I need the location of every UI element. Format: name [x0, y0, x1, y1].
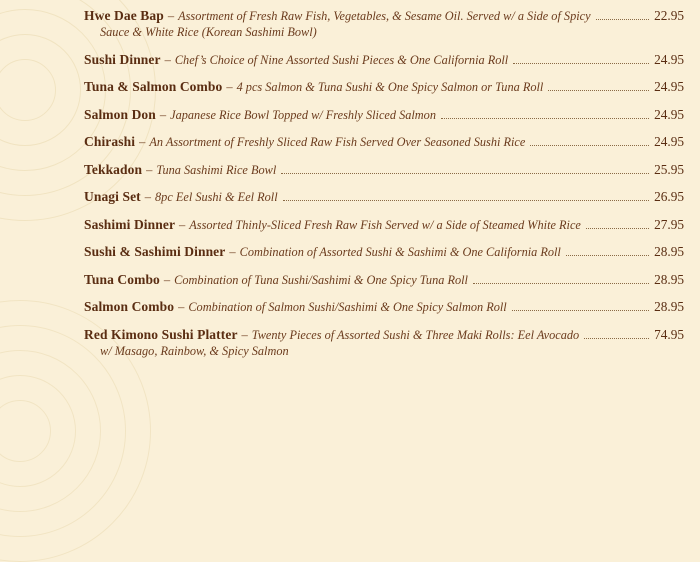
menu-item: [84, 8, 684, 40]
leader-dots: [512, 310, 649, 311]
leader-dots: [586, 228, 649, 229]
menu-item-line: [84, 79, 684, 95]
menu-item-price: 24.95: [654, 51, 684, 67]
menu-item-separator: –: [167, 9, 175, 23]
menu-item-description: Combination of Salmon Sushi/Sashimi & One Spicy Salmon Roll: [188, 300, 507, 314]
menu-item-separator: –: [144, 190, 152, 204]
leader-dots: [281, 173, 649, 174]
menu-item-line: [84, 189, 684, 205]
menu-item-line: [84, 272, 684, 288]
leader-dots: [584, 338, 649, 339]
menu-item-name: Tuna & Salmon Combo: [84, 79, 223, 94]
leader-dots: [566, 255, 649, 256]
menu-item-separator: –: [179, 217, 186, 232]
menu-item-line: [84, 327, 684, 343]
menu-item-price: 22.95: [654, 8, 684, 23]
menu-item-separator: –: [146, 162, 153, 177]
leader-dots: [283, 200, 649, 201]
menu-item-description: Combination of Assorted Sushi & Sashimi & One California Roll: [239, 245, 561, 259]
menu-item-name: Salmon Combo: [84, 299, 175, 314]
menu-item-price: 28.95: [654, 299, 684, 314]
leader-dots: [441, 118, 649, 119]
menu-item-name: Tekkadon: [84, 161, 143, 177]
menu-item: [84, 134, 684, 150]
menu-item-name: Salmon Don: [84, 106, 156, 122]
menu-item-price: 24.95: [654, 134, 684, 149]
menu-item-separator: –: [164, 52, 171, 67]
menu-item-line: [84, 8, 684, 24]
menu-item-line: [84, 52, 684, 68]
menu-item-name: Chirashi: [84, 134, 136, 149]
menu-item-price: 28.95: [654, 244, 684, 259]
menu-item-line: [84, 299, 684, 315]
menu-item: [84, 272, 684, 288]
menu-item: [84, 107, 684, 123]
menu-item-name: Sushi & Sashimi Dinner: [84, 244, 226, 259]
menu-item-price: 26.95: [654, 189, 684, 204]
menu-item-description-continued: Sauce & White Rice (Korean Sashimi Bowl): [100, 25, 317, 39]
menu-item: [84, 189, 684, 205]
menu-item-name: Red Kimono Sushi Platter: [84, 326, 238, 342]
menu-item-description: 4 pcs Salmon & Tuna Sushi & One Spicy Salmon or Tuna Roll: [236, 80, 544, 94]
menu-item: [84, 162, 684, 178]
leader-dots: [473, 283, 649, 284]
leader-dots: [548, 90, 649, 91]
menu-item-separator: –: [139, 135, 146, 149]
menu-item-price: 24.95: [654, 106, 684, 122]
menu-item-name: Unagi Set: [84, 189, 141, 204]
menu-item-name: Sushi Dinner: [84, 51, 161, 67]
menu-item-description: Tuna Sashimi Rice Bowl: [156, 162, 277, 177]
menu-item-price: 28.95: [654, 271, 684, 287]
menu-item: [84, 299, 684, 315]
menu-item-description: Twenty Pieces of Assorted Sushi & Three Maki Rolls: Eel Avocado: [251, 327, 580, 342]
menu-item-description: Combination of Tuna Sushi/Sashimi & One Spicy Tuna Roll: [174, 272, 468, 287]
leader-dots: [596, 19, 650, 20]
menu-item-price: 74.95: [654, 326, 684, 342]
menu-item-price: 27.95: [654, 216, 684, 232]
menu-item: [84, 52, 684, 68]
menu-item-separator: –: [178, 300, 185, 314]
menu-item-line: [84, 107, 684, 123]
menu-item-line: [84, 244, 684, 260]
menu-item-separator: –: [229, 245, 236, 259]
leader-dots: [530, 145, 649, 146]
menu-item-description-continued: w/ Masago, Rainbow, & Spicy Salmon: [100, 343, 289, 358]
menu-item-description: 8pc Eel Sushi & Eel Roll: [155, 190, 278, 204]
menu-item-line: [84, 134, 684, 150]
menu-item: [84, 79, 684, 95]
menu-item: [84, 327, 684, 359]
menu-item-description: Chef’s Choice of Nine Assorted Sushi Pieces & One California Roll: [174, 52, 509, 67]
leader-dots: [513, 63, 649, 64]
menu-item-name: Hwe Dae Bap: [84, 8, 164, 23]
menu-item-separator: –: [241, 327, 248, 342]
menu-item-line: [84, 162, 684, 178]
menu-item-description: An Assortment of Freshly Sliced Raw Fish Served Over Seasoned Sushi Rice: [149, 135, 526, 149]
menu-item-description: Assortment of Fresh Raw Fish, Vegetables, & Sesame Oil. Served w/ a Side of Spicy: [178, 9, 591, 23]
menu-item-separator: –: [163, 272, 171, 287]
menu-item: [84, 217, 684, 233]
menu-item-separator: –: [159, 107, 167, 122]
menu-item-price: 25.95: [654, 161, 684, 177]
menu-item-description: Assorted Thinly-Sliced Fresh Raw Fish Served w/ a Side of Steamed White Rice: [189, 217, 581, 232]
menu-item-name: Tuna Combo: [84, 271, 160, 287]
menu-item-name: Sashimi Dinner: [84, 216, 176, 232]
menu-item: [84, 244, 684, 260]
menu-item-price: 24.95: [654, 79, 684, 94]
menu-item-line: [84, 217, 684, 233]
menu-item-description: Japanese Rice Bowl Topped w/ Freshly Sliced Salmon: [170, 107, 436, 122]
menu-item-separator: –: [226, 80, 233, 94]
